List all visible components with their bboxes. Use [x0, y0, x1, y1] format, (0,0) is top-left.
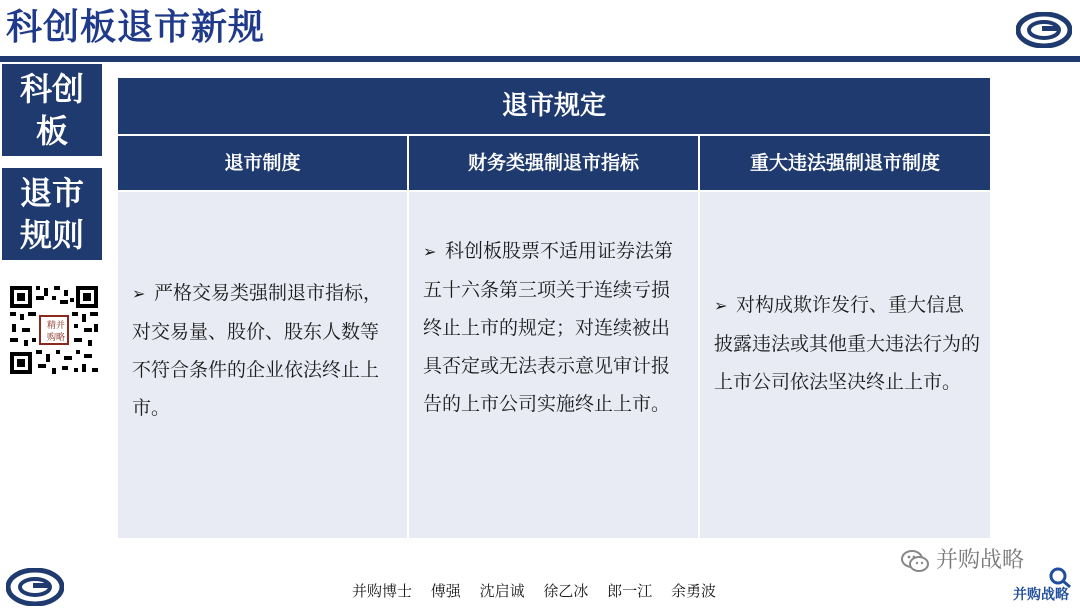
column-header: 重大违法强制退市制度 [700, 136, 990, 190]
cell-paragraph [423, 232, 688, 423]
page-title: 科创板退市新规 [6, 7, 266, 48]
brand-stamp-text: 并购战略 [1013, 587, 1069, 603]
cell-text: 科创板股票不适用证券法第五十六条第三项关于连续亏损终止上市的规定；对连续被出具否定或无法表示意见审计报告的上市公司实施终止上市。 [423, 240, 674, 415]
qr-code-icon [8, 284, 100, 376]
sidebar-box-line: 科创 [19, 70, 84, 108]
column-header: 财务类强制退市指标 [409, 136, 698, 190]
author-name: 并购博士 [352, 582, 413, 600]
brand-stamp [1006, 566, 1076, 604]
delisting-rules-table [118, 78, 990, 538]
wechat-icon [900, 548, 930, 574]
bullet-arrow-icon: ➢ [132, 284, 146, 303]
author-name: 傅强 [430, 582, 461, 600]
author-list [352, 580, 730, 601]
sidebar-box-delisting-rules [2, 168, 102, 260]
title-divider [0, 56, 1080, 62]
bullet-arrow-icon: ➢ [714, 296, 728, 315]
table-title: 退市规定 [118, 78, 990, 134]
wechat-account-name: 并购战略 [936, 548, 1025, 573]
sidebar-box-line: 退市 [19, 174, 84, 212]
qr-badge-text: 精 [47, 321, 57, 331]
table-cell [700, 192, 990, 538]
column-header: 退市制度 [118, 136, 407, 190]
cell-text: 对构成欺诈发行、重大信息披露违法或其他重大违法行为的上市公司依法坚决终止上市。 [714, 294, 981, 393]
sidebar-box-line: 规则 [19, 216, 84, 254]
sidebar-box-line: 板 [35, 112, 68, 150]
author-name: 沈启诚 [479, 582, 525, 600]
table-cell [118, 192, 407, 538]
cell-paragraph [714, 286, 980, 401]
author-name: 郎一江 [607, 582, 653, 600]
title-bar [0, 0, 1080, 56]
table-cell [409, 192, 698, 538]
company-logo-icon [6, 568, 64, 606]
bullet-arrow-icon: ➢ [423, 242, 437, 261]
qr-badge-text: 并 [56, 321, 66, 331]
cell-text: 严格交易类强制退市指标，对交易量、股价、股东人数等不符合条件的企业依法终止上市。 [132, 282, 383, 419]
qr-badge-text: 购 [47, 333, 57, 343]
company-logo-icon [1016, 12, 1072, 48]
cell-paragraph [132, 274, 397, 427]
author-name: 徐乙冰 [543, 582, 589, 600]
qr-badge-text: 略 [56, 333, 66, 343]
author-name: 余勇波 [670, 582, 716, 600]
sidebar-box-kechuang [2, 64, 102, 156]
